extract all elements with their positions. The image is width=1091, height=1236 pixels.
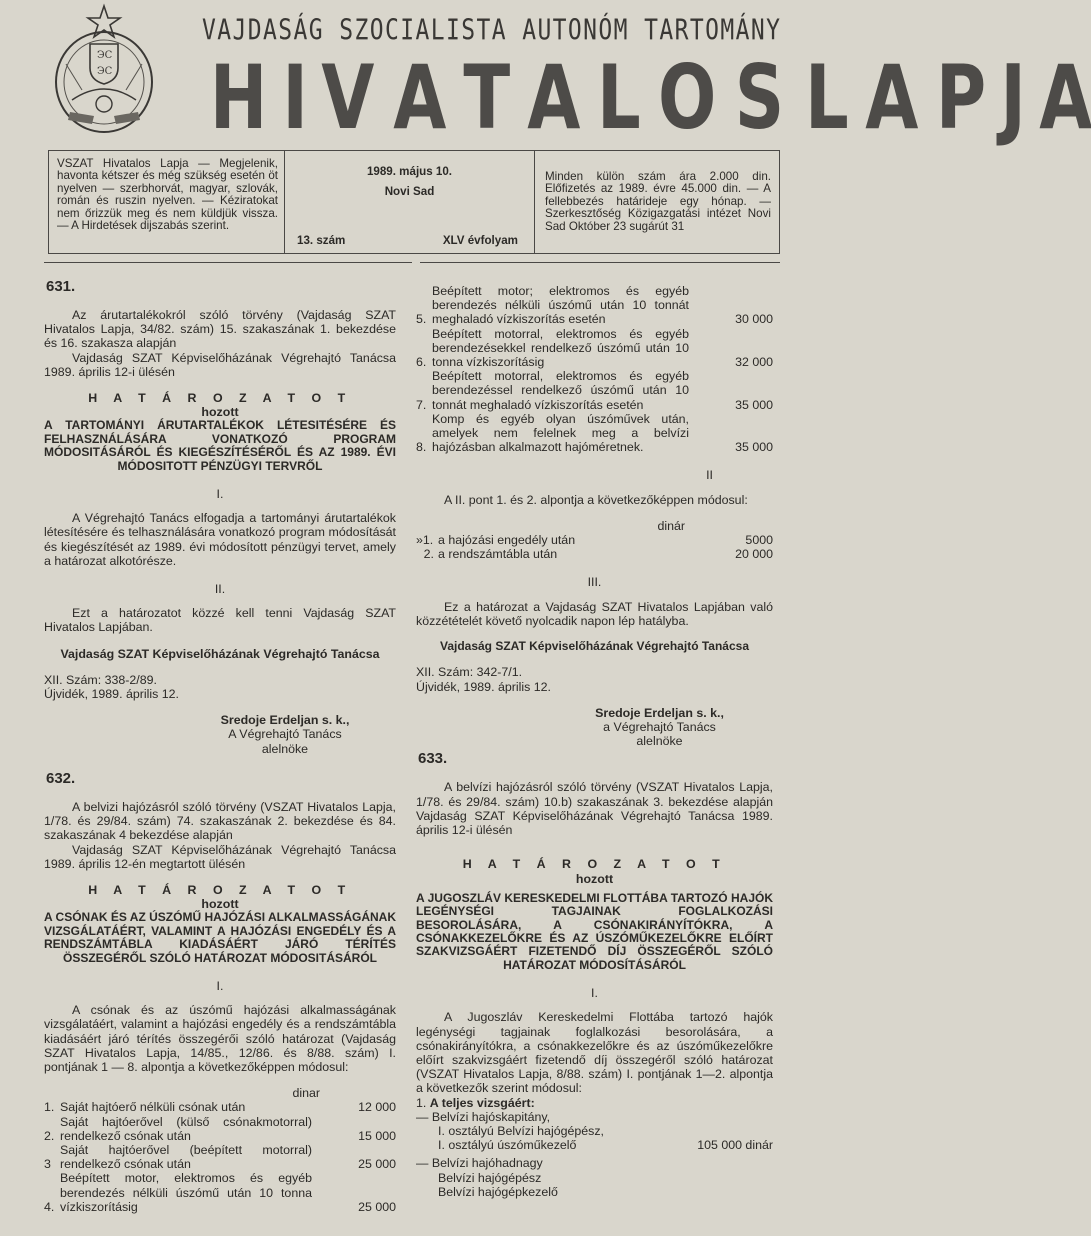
reference-number: XII. Szám: 342-7/1. bbox=[416, 665, 523, 680]
coat-of-arms-icon bbox=[50, 4, 158, 138]
title-letter: S bbox=[734, 46, 783, 149]
place-date: Újvidék, 1989. április 12. bbox=[416, 679, 551, 694]
fee-item: 5. Beépített motor; elektromos és egyéb berendezés nélküli úszómű után 10 tonnát meghaladó vízkiszorítás esetén 30 000 bbox=[416, 284, 773, 327]
fee-item: 8. Komp és egyéb olyan úszóművek után, amelyek nem felelnek meg a belvízi hajózásban alkalmazott hajóméretnek. 35 000 bbox=[416, 411, 773, 455]
act-title: A JUGOSZLÁV KERESKEDELMI FLOTTÁBA TARTOZÓ HAJÓK LEGÉNYSÉGI TAGJAINAK FOGLALKOZÁSI BESOROLÁSÁRA, A CSÓNAKIRÁNYÍTÓKRA, A CSÓNAKKEZELŐKRE ÉS AZ ÚSZÓMŰKEZELŐKRE ELŐÍRT SZAKVIZSGÁÉRT FIZETENDŐ DÍJ ÖSSZEGÉRŐL SZÓLÓ HATÁROZAT MÓDOSÍTÁSÁRÓL bbox=[416, 890, 773, 972]
decision-label: H A T Á R O Z A T O T bbox=[88, 391, 352, 406]
fee-amount: 105 000 dinár bbox=[697, 1138, 773, 1153]
divider bbox=[44, 262, 412, 263]
section-label: I. bbox=[591, 986, 598, 1001]
hozott-label: hozott bbox=[575, 871, 614, 886]
signer-name: Sredoje Erdeljan s. k., bbox=[595, 705, 724, 720]
section-label: III. bbox=[587, 575, 602, 590]
subscription-notice: Minden külön szám ára 2.000 din. Előfizetés az 1989. évre 45.000 din. — A fellebbezés határideje egy hónap. — Szerkesztőség Közigazgatási intézet Novi Sad Október 23 sugárút 31 bbox=[545, 170, 771, 233]
preamble: Vajdaság SZAT Képviselőházának Végrehajtó Tanácsa 1989. április 12-én megtartott ülésén bbox=[44, 842, 396, 871]
svg-text:ЭС: ЭС bbox=[97, 66, 113, 77]
section-text: Ez a határozat a Vajdaság SZAT Hivatalos Lapjában való közzétételét követő nyolcadik napon lép hatályba. bbox=[416, 599, 773, 628]
volume-number: XLV évfolyam bbox=[442, 233, 518, 247]
signer-name: Sredoje Erdeljan s. k., bbox=[220, 713, 350, 728]
issuing-authority: Vajdaság SZAT Képviselőházának Végrehajtó Tanácsa bbox=[439, 639, 749, 654]
title-letter: H bbox=[209, 46, 266, 149]
section-text: A Jugoszláv Kereskedelmi Flottába tartozó hajók legénységi tagjainak foglalkozási besorolására, a csónakirányítókra, a csónakkezelőkre és az úszóműkezelőkre előírt szakvizsgáért fizetendő díj összegéről szóló határozat (VSZAT Hivatalos Lapja, 8/88. szám) I. pontjának 1—2. alpontja a következők szerint módosul: bbox=[416, 1010, 773, 1096]
publisher-title: VAJDASÁG SZOCIALISTA AUTONÓM TARTOMÁNY bbox=[202, 14, 782, 47]
title-letter: A bbox=[392, 46, 445, 149]
title-letter: T bbox=[463, 46, 509, 149]
act-number: 633. bbox=[418, 750, 448, 768]
issuing-authority: Vajdaság SZAT Képviselőházának Végrehajtó Tanácsa bbox=[60, 646, 380, 661]
issue-date: 1989. május 10. bbox=[366, 165, 453, 178]
section-text: A csónak és az úszómű hajózási alkalmasságának vizsgálatáért, valamint a hajózási engedély és a rendszámtábla kiadásáért járó térítés összegérői szóló határozat (Vajdaság SZAT Hivatalos Lapja, 14/85., 12/86. és 8/88. szám) I. pontjának 1 — 8. alpontja a következőképpen módosul: bbox=[44, 1003, 396, 1074]
exam-group: — Belvízi hajóhadnagy Belvízi hajógépész Belvízi hajógépkezelő bbox=[416, 1156, 558, 1199]
title-letter: L bbox=[596, 46, 639, 149]
issue-number: 13. szám bbox=[297, 233, 346, 247]
hozott-label: hozott bbox=[201, 405, 239, 420]
act-number: 632. bbox=[46, 769, 76, 787]
signer-role: a Végrehajtó Tanács bbox=[603, 720, 716, 735]
title-letter: A bbox=[1039, 46, 1091, 149]
title-letter: A bbox=[865, 46, 917, 149]
act-title: A TARTOMÁNYI ÁRUTARTALÉKOK LÉTESITÉSÉRE ÉS FELHASZNÁLÁSÁRA VONATKOZÓ PROGRAM MÓDOSITÁSÁRÓL ÉS KIEGÉSZÍTÉSÉRŐL ÉS AZ 1989. ÉVI MÓDOSITOTT PÉNZÜGYI TERVRŐL bbox=[44, 418, 396, 473]
title-letter: O bbox=[657, 46, 715, 149]
signer-role: alelnöke bbox=[636, 734, 683, 749]
title-letter: J bbox=[1000, 46, 1025, 149]
section-text: Ezt a határozatot közzé kell tenni Vajdaság SZAT Hivatalos Lapjában. bbox=[44, 606, 396, 635]
issue-details bbox=[285, 151, 535, 253]
fee-item: »1. a hajózási engedély után 5000 bbox=[416, 533, 773, 548]
decision-label: H A T Á R O Z A T O T bbox=[462, 857, 727, 872]
reference-number: XII. Szám: 338-2/89. bbox=[44, 672, 157, 687]
signer-role: A Végrehajtó Tanács bbox=[228, 727, 342, 742]
fee-item: 1. Saját hajtóerő nélküli csónak után 12 000 bbox=[44, 1100, 396, 1115]
title-letter: L bbox=[804, 46, 848, 149]
issue-info-box bbox=[48, 150, 780, 254]
issue-city: Novi Sad bbox=[384, 185, 435, 198]
preamble: Vajdaság SZAT Képviselőházának Végrehajtó Tanácsa 1989. április 12-i ülésén bbox=[44, 350, 396, 379]
title-letter: V bbox=[321, 46, 374, 149]
act-title: A CSÓNAK ÉS AZ ÚSZÓMŰ HAJÓZÁSI ALKALMASSÁGÁNAK VIZSGÁLATÁÉRT, VALAMINT A HAJÓZÁSI ENGEDÉLY ÉS A RENDSZÁMTÁBLA KIADÁSÁÉRT JÁRÓ TÉRÍTÉS ÖSSZEGÉRŐL SZÓLÓ HATÁROZAT MÓDOSITÁSÁRÓL bbox=[44, 910, 397, 965]
preamble: A belvízi hajózásról szóló törvény (VSZAT Hivatalos Lapja, 1/78. és 29/84. szám) 10.b) szakaszának 3. bekezdése alapján Vajdaság SZAT Képviselőházának Végrehajtó Tanácsa 1989. április 12-i ülésén bbox=[416, 780, 773, 838]
place-date: Újvidék, 1989. április 12. bbox=[44, 687, 179, 702]
title-letter: A bbox=[526, 46, 579, 149]
fee-item: 4. Beépített motor, elektromos és egyéb berendezés nélküli úszómű után 10 tonna vízkiszorításig 25 000 bbox=[44, 1171, 396, 1214]
currency-label: dinar bbox=[292, 1086, 320, 1101]
title-letter: I bbox=[282, 46, 307, 149]
preamble: Az árutartalékokról szóló törvény (Vajdaság SZAT Hivatalos Lapja, 34/82. szám) 15. szakaszának 1. bekezdése és 16. szakasza alapján bbox=[44, 308, 396, 351]
section-label: II bbox=[706, 468, 713, 483]
section-label: I. bbox=[216, 978, 224, 993]
fee-item: 2. a rendszámtábla után 20 000 bbox=[423, 547, 773, 562]
publication-notice: VSZAT Hivatalos Lapja — Megjelenik, havonta kétszer és még szükség esetén öt nyelven — szerbhorvát, magyar, szlovák, román és ruszin nyelven. — Kéziratokat nem őrizzük meg és nem küldjük vissza. — A Hirdetések dijszabás szerint. bbox=[49, 151, 285, 253]
section-label: II. bbox=[214, 582, 226, 597]
section-text: A Végrehajtó Tanács elfogadja a tartományi árutartalékok létesítésére és telhasználására vonatkozó program módosítását és kiegészítését az 1989. évi módosított pénzügyi tervet, amely a határozat alkotórésze. bbox=[44, 511, 396, 568]
preamble: A belvizi hajózásról szóló törvény (VSZAT Hivatalos Lapja, 1/78. és 29/84. szám) 74. szakaszának 2. bekezdése és 84. szakaszának 4 bekezdése alapján bbox=[44, 799, 396, 843]
svg-text:ЭС: ЭС bbox=[97, 50, 113, 61]
hozott-label: hozott bbox=[201, 897, 239, 912]
act-number: 631. bbox=[46, 278, 76, 295]
divider bbox=[420, 262, 780, 263]
currency-label: dinár bbox=[657, 518, 685, 533]
title-letter: P bbox=[936, 46, 985, 149]
gazette-title bbox=[202, 46, 1091, 149]
exam-group: — Belvízi hajóskapitány, I. osztályú Belvízi hajógépész, I. osztályú úszóműkezelő 105 000 dinár bbox=[416, 1109, 773, 1153]
decision-label: H A T Á R O Z A T O T bbox=[88, 882, 352, 897]
fee-item: 6. Beépített motorral, elektromos és egyéb berendezésekkel rendelkező úszómű után 10 tonna vízkiszorításig 32 000 bbox=[416, 326, 773, 370]
right-column bbox=[416, 284, 773, 1199]
left-column bbox=[44, 270, 396, 1214]
section-text: A II. pont 1. és 2. alpontja a következőképpen módosul: bbox=[444, 492, 748, 507]
exam-item: 1. A teljes vizsgáért: bbox=[416, 1095, 535, 1110]
fee-item: 2. Saját hajtóerővel (külső csónakmotorral) rendelkező csónak után 15 000 bbox=[44, 1114, 396, 1143]
signer-role: alelnöke bbox=[261, 741, 309, 756]
fee-item: 3 Saját hajtóerővel (beépített motorral) rendelkező csónak után 25 000 bbox=[44, 1142, 396, 1172]
fee-item: 7. Beépített motorral, elektromos és egyéb berendezéssel rendelkező úszómű után 10 tonnát meghaladó vízkiszorítás esetén 35 000 bbox=[416, 369, 773, 412]
section-label: I. bbox=[216, 487, 224, 502]
